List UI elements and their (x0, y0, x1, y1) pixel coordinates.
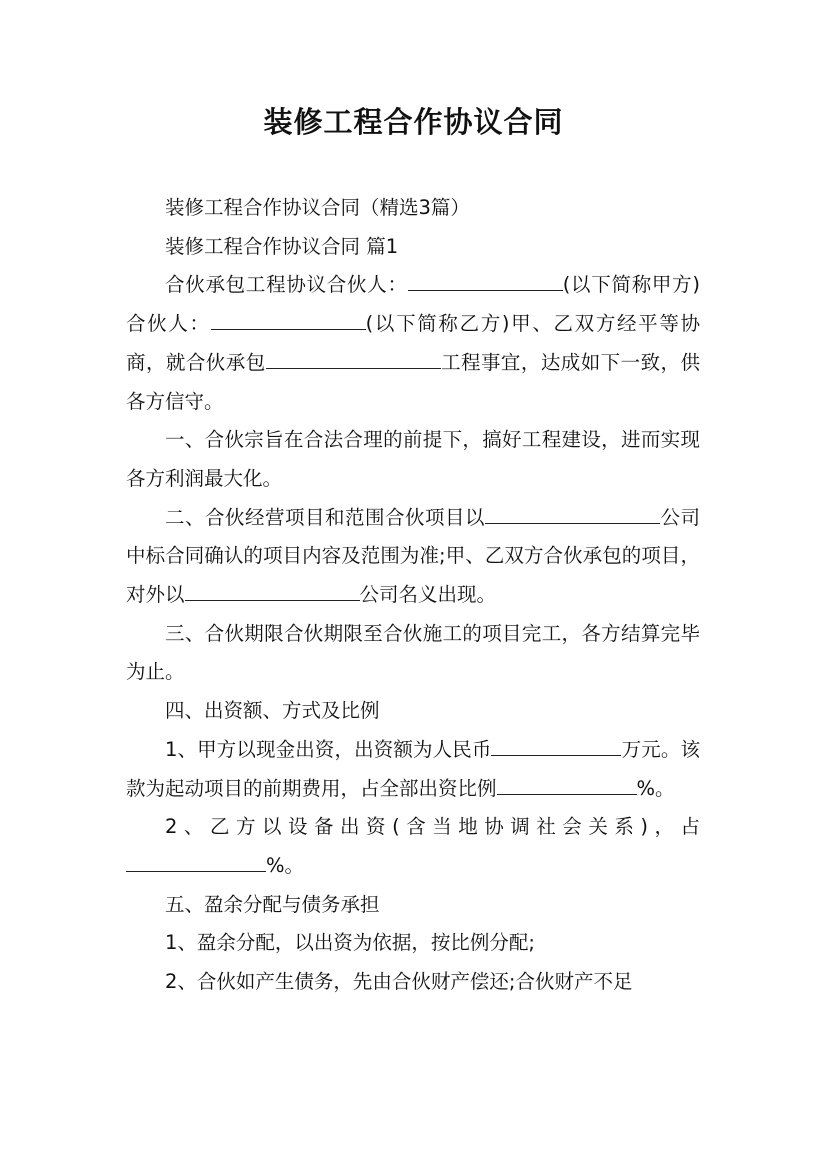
paragraph-profit-heading (126, 886, 700, 925)
paragraph-intro (126, 266, 700, 421)
blank-project (266, 347, 441, 368)
paragraph-text: 公司中标合同确认的项目内容及范围为准;甲、乙双方合伙承包的项目，对外以 (126, 505, 700, 607)
paragraph-text: 一、合伙宗旨在合法合理的前提下，搞好工程建设，进而实现各方利润最大化。 (126, 428, 700, 490)
blank-amount (491, 734, 621, 755)
paragraph-text: 四、出资额、方式及比例 (165, 699, 380, 723)
blank-party-a (408, 270, 563, 291)
paragraph-text: 五、盈余分配与债务承担 (165, 892, 380, 916)
paragraph-text: (以下简称乙方)甲、乙双方经平等协商，就合伙承包 (126, 312, 700, 374)
paragraph-profit-2 (126, 963, 700, 1002)
paragraph-heading-collection (126, 189, 700, 228)
paragraph-purpose (126, 421, 700, 498)
blank-company (485, 502, 660, 523)
document-title: 装修工程合作协议合同 (263, 105, 564, 139)
paragraph-term (126, 615, 700, 692)
paragraph-text: 装修工程合作协议合同（精选3篇） (165, 196, 470, 219)
paragraph-capital-a (126, 731, 700, 808)
paragraph-text: 万元。该款为起动项目的前期费用，占全部出资比例 (126, 737, 700, 800)
paragraph-text: 2、合伙如产生债务，先由合伙财产偿还;合伙财产不足 (165, 970, 633, 994)
paragraph-text: (以下简称甲方)合伙人： (126, 273, 700, 336)
document-body (126, 189, 700, 1002)
paragraph-scope (126, 499, 700, 615)
paragraph-capital-heading (126, 692, 700, 731)
paragraph-text: %。 (636, 776, 675, 800)
paragraph-text: 装修工程合作协议合同 篇1 (165, 234, 399, 258)
paragraph-text: %。 (266, 853, 305, 877)
paragraph-text: 2、乙方以设备出资(含当地协调社会关系)，占 (165, 815, 700, 839)
blank-percent-b (126, 850, 266, 871)
paragraph-capital-b (126, 808, 700, 885)
paragraph-profit-1 (126, 924, 700, 963)
blank-percent-a (497, 773, 637, 794)
paragraph-text: 公司名义出现。 (359, 583, 497, 607)
blank-party-b (211, 309, 366, 330)
paragraph-text: 1、甲方以现金出资，出资额为人民币 (165, 737, 492, 761)
paragraph-text: 二、合伙经营项目和范围合伙项目以 (165, 505, 485, 529)
paragraph-text: 合伙承包工程协议合伙人： (165, 273, 408, 297)
paragraph-heading-part (126, 228, 700, 267)
blank-company-name (185, 580, 360, 601)
paragraph-text: 工程事宜，达成如下一致，供各方信守。 (126, 350, 700, 413)
paragraph-text: 三、合伙期限合伙期限至合伙施工的项目完工，各方结算完毕为止。 (126, 621, 700, 684)
paragraph-text: 1、盈余分配，以出资为依据，按比例分配; (165, 931, 535, 955)
